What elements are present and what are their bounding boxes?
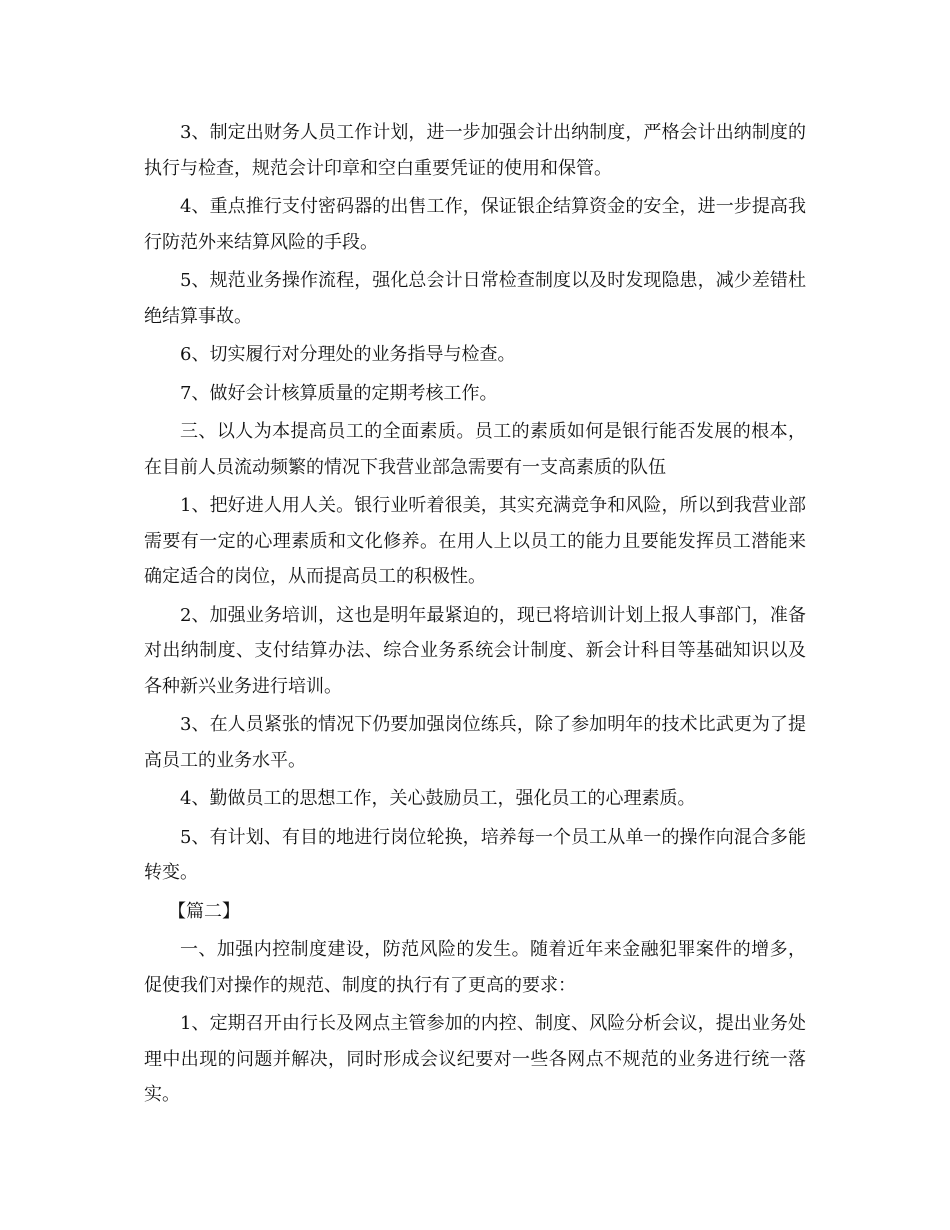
section-heading: 【篇二】 [168,900,240,922]
paragraph: 3、制定出财务人员工作计划，进一步加强会计出纳制度，严格会计出纳制度的执行与检查，规范会计印章和空白重要凭证的使用和保管。 [144,122,806,179]
paragraph: 2、加强业务培训，这也是明年最紧迫的，现已将培训计划上报人事部门，准备对出纳制度、支付结算办法、综合业务系统会计制度、新会计科目等基础知识以及各种新兴业务进行培训。 [144,604,806,697]
paragraph: 1、定期召开由行长及网点主管参加的内控、制度、风险分析会议，提出业务处理中出现的问题并解决，同时形成会议纪要对一些各网点不规范的业务进行统一落实。 [144,1013,806,1105]
paragraph: 三、以人为本提高员工的全面素质。员工的素质如何是银行能否发展的根本，在目前人员流动频繁的情况下我营业部急需要有一支高素质的队伍 [144,421,806,478]
paragraph: 5、有计划、有目的地进行岗位轮换，培养每一个员工从单一的操作向混合多能转变。 [144,826,806,883]
paragraph: 3、在人员紧张的情况下仍要加强岗位练兵，除了参加明年的技术比武更为了提高员工的业务水平。 [144,714,806,771]
document-body [144,115,806,1116]
paragraph: 4、重点推行支付密码器的出售工作，保证银企结算资金的安全，进一步提高我行防范外来结算风险的手段。 [144,196,806,253]
paragraph: 7、做好会计核算质量的定期考核工作。 [180,382,498,404]
paragraph: 6、切实履行对分理处的业务指导与检查。 [180,344,516,365]
paragraph: 5、规范业务操作流程，强化总会计日常检查制度以及时发现隐患，减少差错杜绝结算事故。 [144,270,806,327]
paragraph: 1、把好进人用人关。银行业听着很美，其实充满竞争和风险，所以到我营业部需要有一定的心理素质和文化修养。在用人上以员工的能力且要能发挥员工潜能来确定适合的岗位，从而提高员工的积极性。 [144,495,806,587]
paragraph: 一、加强内控制度建设，防范风险的发生。随着近年来金融犯罪案件的增多，促使我们对操作的规范、制度的执行有了更高的要求： [144,939,806,996]
paragraph: 4、勤做员工的思想工作，关心鼓励员工，强化员工的心理素质。 [180,788,696,809]
